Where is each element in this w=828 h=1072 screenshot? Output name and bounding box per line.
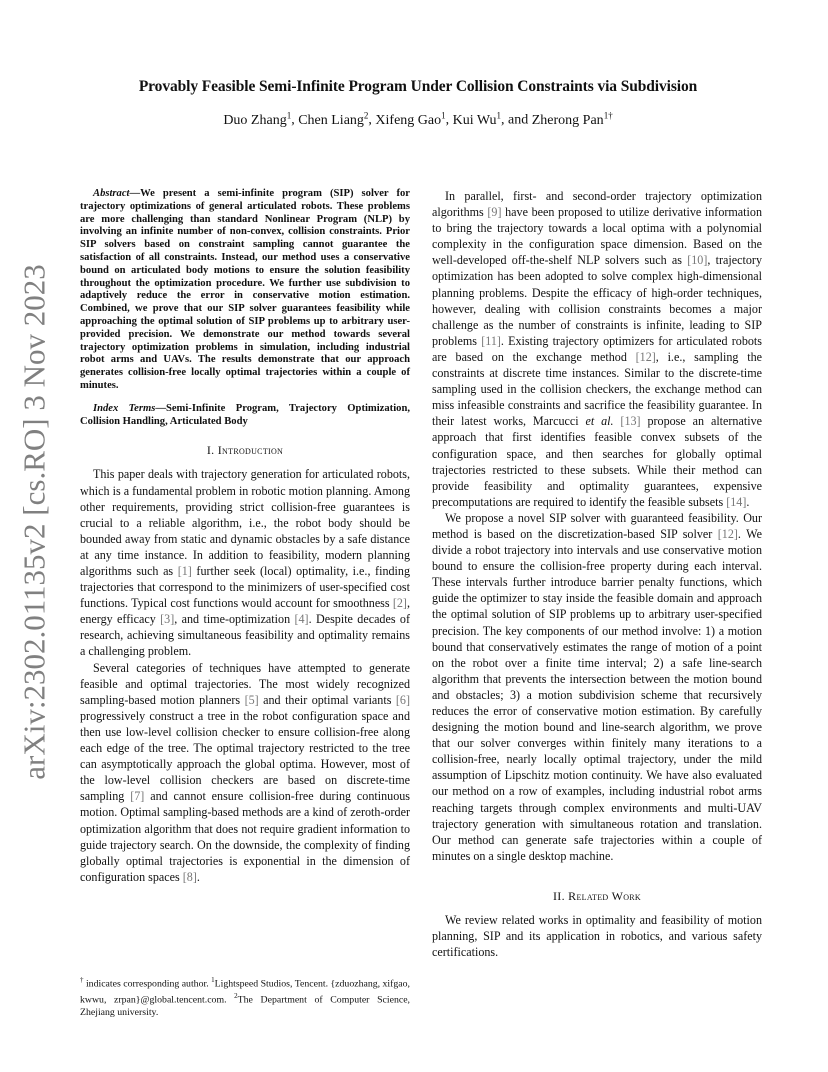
citation-link[interactable]: [11] (481, 333, 501, 348)
abstract-label: Abstract (93, 188, 130, 199)
abstract-text: We present a semi-infinite program (SIP) solver for trajectory optimizations of general articulated robots. These problems are more challenging than standard Nonlinear Program (NLP) by involving an infinite number of non-convex, collision constraints. Prior SIP solvers based on constraint sampling cannot guarantee the satisfaction of all constraints. Instead, our method uses a conservative bound on articulated body motions to ensure the solution feasibility throughout the optimization procedure. We further use subdivision to adaptively reduce the error in conservative motion estimation. Combined, we prove that our SIP solver guarantees feasibility while approaching the optimal solution of SIP problems up to arbitrary user-provided precision. We demonstrate our method towards several trajectory optimization problems in simulation, including industrial robot arms and UAVs. The results demonstrate that our approach generates collision-free locally optimal trajectories within a couple of minutes. (80, 188, 410, 391)
abstract: Abstract—We present a semi-infinite program (SIP) solver for trajectory optimizations of general articulated robots. These problems are more challenging than standard Nonlinear Program (NLP) by involving an infinite number of non-convex, collision constraints. Prior SIP solvers based on constraint sampling cannot guarantee the satisfaction of all constraints. Instead, our method uses a conservative bound on articulated body motions to ensure the solution feasibility throughout the optimization procedure. We further use subdivision to adaptively reduce the error in conservative motion estimation. Combined, we prove that our SIP solver guarantees feasibility while approaching the optimal solution of SIP problems up to arbitrary user-provided precision. We demonstrate our method towards several trajectory optimization problems in simulation, including industrial robot arms and UAVs. The results demonstrate that our approach generates collision-free locally optimal trajectories within a couple of minutes. (80, 188, 410, 391)
citation-link[interactable]: [1] (177, 564, 192, 578)
author: Duo Zhang$^1$ (223, 110, 292, 128)
footnote-affiliations: † indicates corresponding author. $^1$Lightspeed Studios, Tencent. {zduozhang, xifgao, kwwu, zrpan}@global.tencent.com. $^2$The Department of Computer Science, Zhejiang university. (80, 976, 411, 1018)
citation-link[interactable]: [10] (687, 253, 708, 268)
citation-link[interactable]: [6] (395, 692, 410, 707)
citation-link[interactable]: [5] (244, 692, 259, 707)
citation-link[interactable]: [12] (635, 349, 656, 364)
intro-paragraph-4: We propose a novel SIP solver with guaranteed feasibility. Our method is based on the discretization-based SIP solver [12]. We divide a robot trajectory into intervals and use conservative motion bound to ensure the collision-free property during each interval. These intervals further introduce barrier penalty functions, which guide the optimizer to stay inside the feasible domain and approach the optimal solution of SIP problems up to arbitrary user-specified precision. The key components of our method involve: 1) a motion bound that conservatively estimates the range of motion of a point on the robot over a finite time interval; 2) a safe line-search algorithm that prevents the intersection between the motion bound and obstacles; 3) a motion subdivision scheme that recursively reduces the error of conservative motion estimation. By carefully designing the motion bound and line-search algorithm, we prove that our solver converges within finitely many iterations to a collision-free, nearly locally optimal trajectory, under the mild assumption of Lipschitz motion continuity. We have also evaluated our method on a row of examples, including industrial robot arms reaching targets through complex environments and multi-UAV trajectory generation with simultaneous rotation and translation. Our method can generate safe trajectories within a couple of minutes on a single desktop machine. (432, 510, 762, 863)
section-heading-related-work: II. Related Work (552, 888, 641, 903)
author: Chen Liang$^2$ (298, 110, 369, 128)
section-heading-introduction: I. Introduction (206, 443, 284, 458)
citation-link[interactable]: [8] (182, 869, 197, 884)
citation-link[interactable]: [7] (130, 789, 145, 804)
related-paragraph-1: We review related works in optimality and feasibility of motion planning, SIP and its application in robotics, and various safety certifications. (432, 913, 762, 960)
author: Zherong Pan$^{1\dagger}$ (531, 110, 613, 128)
citation-link[interactable]: [13] (620, 414, 641, 429)
citation-link[interactable]: [2] (392, 596, 407, 611)
left-column (80, 188, 410, 885)
index-terms: Index Terms—Semi-Infinite Program, Trajectory Optimization, Collision Handling, Articulated Body (80, 402, 410, 427)
citation-link[interactable]: [14] (726, 494, 747, 509)
author-list: Duo Zhang$^1$, Chen Liang$^2$, Xifeng Gao$^1$, Kui Wu$^1$, and Zherong Pan$^{1\dagger}$ (223, 110, 613, 128)
author: Kui Wu$^1$ (452, 110, 502, 128)
index-terms-text: Semi-Infinite Program, Trajectory Optimization, Collision Handling, Articulated Body (80, 402, 410, 427)
citation-link[interactable]: [4] (294, 612, 309, 627)
arxiv-side-identifier (0, 264, 70, 780)
arxiv-id-text: arXiv:2302.01135v2 [cs.RO] 3 Nov 2023 (17, 264, 52, 780)
intro-paragraph-2: Several categories of techniques have attempted to generate feasible and optimal trajectories. The most widely recognized sampling-based motion planners [5] and their optimal variants [6] progressively construct a tree in the robot configuration space and then use low-level collision checker to ensure collision-free along each edge of the tree. The optimal trajectory restricted to the tree can asymptotically approach the global optima. However, most of the low-level collision checkers are based on discrete-time sampling [7] and cannot ensure collision-free during continuous motion. Optimal sampling-based methods are a kind of zeroth-order optimization algorithm that does not require gradient information to guide trajectory search. On the downside, the complexity of finding globally optimal trajectories is exponential in the dimension of configuration spaces [8]. (80, 660, 410, 884)
intro-paragraph-3: In parallel, first- and second-order trajectory optimization algorithms [9] have been proposed to utilize derivative information to bring the trajectory towards a local optima with a polynomial complexity in the configuration space dimension. Based on the well-developed off-the-shelf NLP solvers such as [10], trajectory optimization has been adopted to solve complex high-dimensional planning problems. Despite the efficacy of high-order techniques, however, dealing with collision constraints becomes a major challenge as the number of constraints is infinite, leading to SIP problems [11]. Existing trajectory optimizers for articulated robots are based on the exchange method [12], i.e., sampling the constraints at discrete time instances. Similar to the discrete-time sampling used in the collision checkers, the exchange method can miss infeasible constraints and sacrifice the feasibility guarantee. In their latest works, Marcucci et al. [13] propose an alternative approach that first identifies feasible convex subsets of the configuration space, and then searches for globally optimal trajectories restricted to these subsets. While their method can provide feasibility and optimality guarantees, expensive precomputations are required to identify the feasible subsets [14]. (432, 189, 762, 509)
index-terms-label: Index Terms (93, 402, 156, 414)
author: Xifeng Gao$^1$ (375, 110, 446, 128)
citation-link[interactable]: [12] (717, 526, 738, 541)
right-column (432, 188, 762, 960)
citation-link[interactable]: [9] (487, 205, 502, 220)
citation-link[interactable]: [3] (160, 612, 175, 627)
intro-paragraph-1: This paper deals with trajectory generation for articulated robots, which is a fundamental problem in robotic motion planning. Among other requirements, providing strict collision-free guarantees is crucial to a reliable algorithm, i.e., the robot body should be bounded away from static and dynamic obstacles by a safe distance at any time instance. In addition to feasibility, modern planning algorithms such as [1] further seek (local) optimality, i.e., finding trajectories that correspond to the minimizers of user-specified cost functions. Typical cost functions would account for smoothness [2], energy efficacy [3], and time-optimization [4]. Despite decades of research, achieving simultaneous feasibility and optimality remains a challenging problem. (80, 467, 410, 659)
paper-title: Provably Feasible Semi-Infinite Program Under Collision Constraints via Subdivision (138, 78, 698, 95)
